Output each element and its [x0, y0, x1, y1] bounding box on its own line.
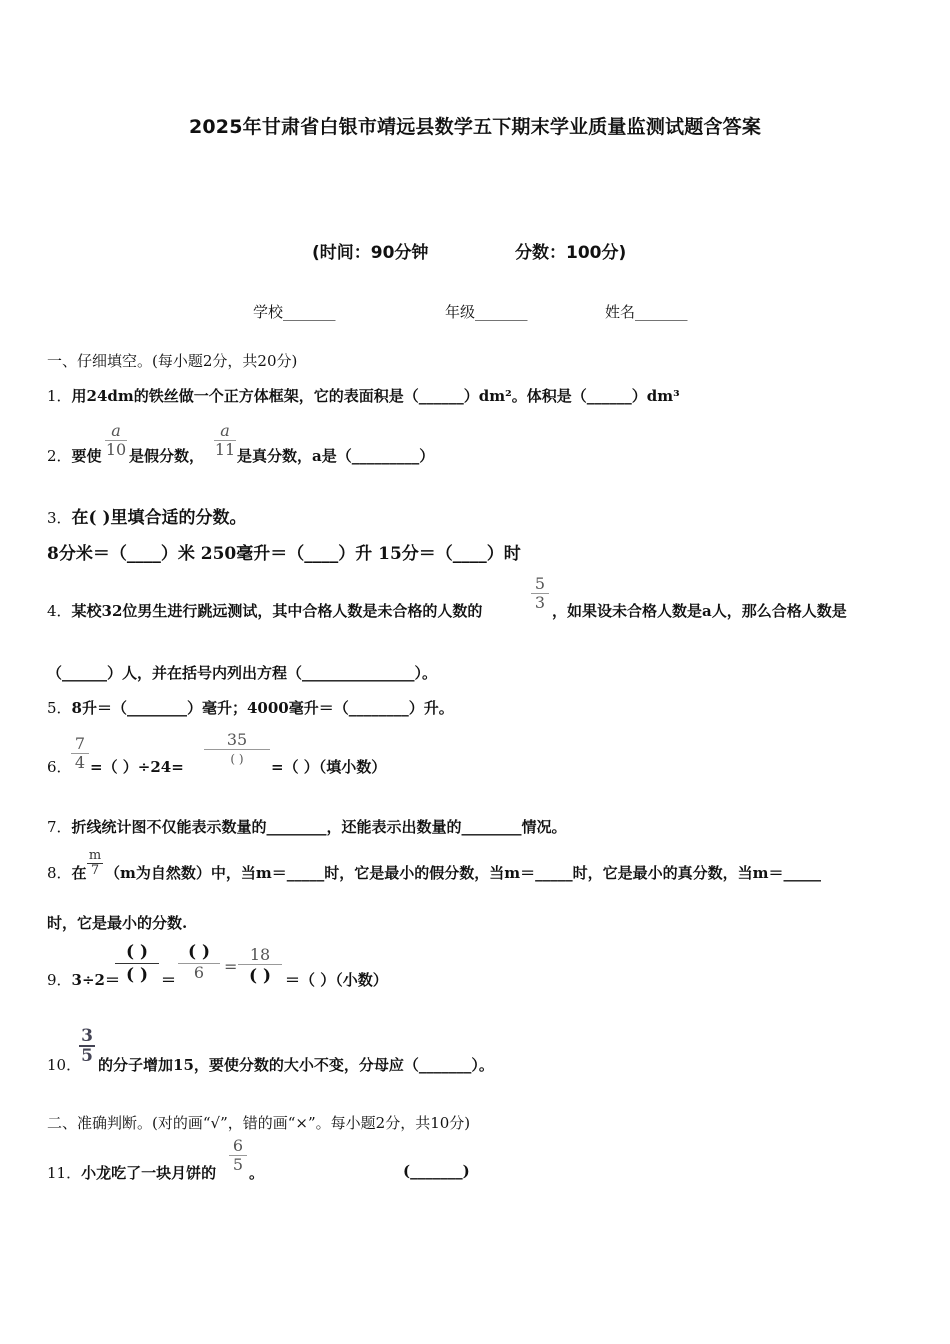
denominator: 10 — [105, 440, 127, 459]
fraction-3-over-5 — [79, 1027, 95, 1065]
fraction-6-over-5 — [229, 1137, 247, 1174]
fraction-18-over-blank — [238, 946, 282, 987]
grade-field[interactable]: 年级_______ — [445, 303, 528, 321]
numerator: m — [88, 848, 102, 863]
denominator[interactable]: ( ) — [230, 752, 244, 766]
question-text: 小龙吃了一块月饼的 — [81, 1164, 217, 1182]
fraction-a-over-11 — [214, 422, 236, 459]
fraction-blank-over-blank — [115, 941, 159, 986]
question-8 — [47, 862, 87, 883]
answer-blank[interactable]: (_______) — [403, 1162, 470, 1180]
fraction-7-over-4 — [71, 735, 89, 772]
fraction-blank-over-6 — [178, 941, 220, 982]
question-10 — [47, 1054, 81, 1075]
numerator[interactable]: ( ) — [125, 942, 148, 962]
fraction-35-over-blank — [204, 731, 270, 768]
fraction-a-over-10 — [105, 422, 127, 459]
question-text: （m为自然数）中，当m＝_____时，它是最小的假分数，当m＝_____时，它是最小的真分数，当m＝_____ — [105, 864, 821, 882]
question-text: 的分子增加15，要使分数的大小不变，分母应（_______）。 — [98, 1056, 494, 1074]
school-field[interactable]: 学校_______ — [253, 303, 336, 321]
question-6 — [47, 756, 72, 777]
question-9 — [47, 969, 120, 990]
question-11 — [47, 1162, 216, 1183]
denominator[interactable]: ( ) — [125, 965, 148, 985]
equals-sign: = — [224, 957, 238, 976]
question-3 — [47, 503, 247, 528]
question-number: 8． — [47, 864, 72, 882]
question-text: 是真分数，a是（_________） — [237, 447, 435, 465]
question-number: 11． — [47, 1164, 82, 1182]
question-4-line2: （______）人，并在括号内列出方程（_______________）。 — [47, 664, 438, 682]
question-3-line2: 8分米＝（____）米 250毫升＝（____）升 15分＝（____）时 — [47, 544, 521, 564]
page-title: 2025年甘肃省白银市靖远县数学五下期末学业质量监测试题含答案 — [188, 116, 762, 138]
denominator: 6 — [193, 963, 205, 982]
question-7 — [47, 816, 567, 837]
fraction-m-over-7 — [87, 849, 103, 878]
question-number: 10． — [47, 1056, 82, 1074]
numerator: a — [111, 421, 121, 440]
denominator: 5 — [232, 1155, 244, 1174]
section-heading-2: 二、准确判断。(对的画“√”，错的画“×”。每小题2分，共10分) — [47, 1114, 471, 1132]
denominator: 11 — [214, 440, 236, 459]
question-5 — [47, 697, 454, 718]
question-text: 3÷2＝ — [71, 971, 120, 989]
question-text: 是假分数， — [129, 447, 205, 465]
question-text: 8升＝（________）毫升；4000毫升＝（________）升。 — [71, 699, 454, 717]
numerator: 3 — [81, 1026, 93, 1046]
question-number: 9． — [47, 971, 72, 989]
section-heading-1: 一、仔细填空。(每小题2分，共20分) — [47, 352, 298, 370]
question-text: 要使 — [71, 447, 102, 465]
question-2 — [47, 445, 102, 466]
question-text: =（ ）÷24= — [90, 758, 184, 776]
numerator: 18 — [249, 945, 271, 964]
numerator: a — [220, 421, 230, 440]
numerator: 6 — [232, 1136, 244, 1155]
question-text: 在( )里填合适的分数。 — [71, 508, 247, 528]
question-number: 1． — [47, 387, 72, 405]
denominator[interactable]: ( ) — [248, 966, 271, 986]
numerator: 35 — [226, 730, 248, 749]
question-text: 在 — [71, 864, 87, 882]
question-text: =（ ）（填小数） — [271, 758, 387, 776]
question-text: ，如果设未合格人数是a人，那么合格人数是 — [552, 602, 847, 620]
question-text: ＝（ ）（小数） — [285, 971, 388, 989]
question-text: 用24dm的铁丝做一个正方体框架，它的表面积是（______）dm²。体积是（______）dm³ — [71, 387, 680, 405]
denominator: 5 — [81, 1046, 93, 1066]
denominator: 7 — [90, 863, 100, 878]
question-text: 。 — [249, 1164, 265, 1182]
question-8-line2: 时，它是最小的分数. — [47, 914, 188, 932]
question-1 — [47, 385, 680, 406]
question-number: 4． — [47, 602, 72, 620]
numerator: 5 — [534, 574, 546, 593]
question-number: 7． — [47, 818, 72, 836]
score-info: 分数：100分) — [515, 243, 627, 263]
question-number: 2． — [47, 447, 72, 465]
fraction-5-over-3 — [531, 575, 549, 612]
time-info: (时间：90分钟 — [312, 243, 429, 263]
equals-sign: ＝ — [161, 971, 177, 989]
question-4 — [47, 600, 482, 621]
question-text: 某校32位男生进行跳远测试，其中合格人数是未合格的人数的 — [71, 602, 483, 620]
name-field[interactable]: 姓名_______ — [605, 303, 688, 321]
question-number: 5． — [47, 699, 72, 717]
question-text: 折线统计图不仅能表示数量的________，还能表示出数量的________情况。 — [71, 818, 567, 836]
numerator: 7 — [74, 734, 86, 753]
numerator[interactable]: ( ) — [187, 942, 210, 962]
question-number: 3． — [47, 509, 72, 527]
denominator: 3 — [534, 593, 546, 612]
question-number: 6． — [47, 758, 72, 776]
denominator: 4 — [74, 753, 86, 772]
